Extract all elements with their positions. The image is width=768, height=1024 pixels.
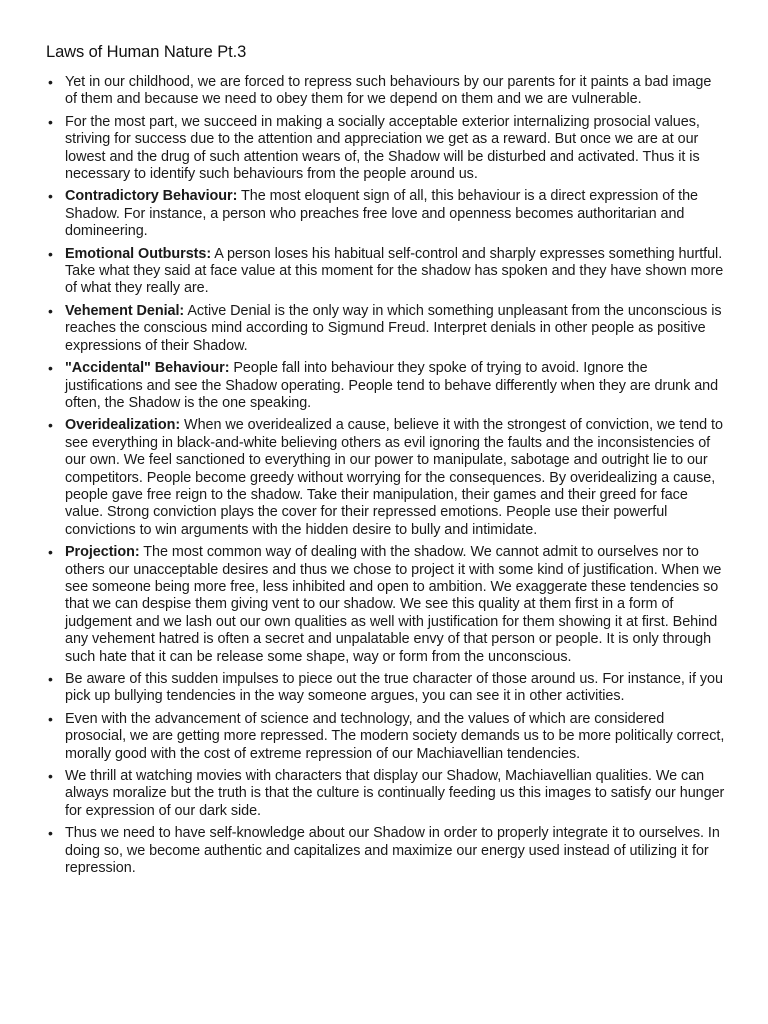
page-title: Laws of Human Nature Pt.3: [46, 43, 247, 61]
item-text: Active Denial is the only way in which something unpleasant from the unconscious is reaches the conscious mind according to Sigmund Freud. Interpret denials in other people as positive expressions of their Shadow.: [65, 302, 722, 354]
list-item: [46, 544, 726, 666]
bullet-icon: •: [48, 825, 53, 842]
item-heading: Vehement Denial:: [65, 302, 185, 319]
document-page: [46, 42, 726, 882]
list-item: [46, 711, 726, 763]
item-text: When we overidealized a cause, believe it with the strongest of conviction, we tend to see everything in black-and-white believing others as evil ignoring the faults and the inconsistencies of our own. We feel sanctioned to everything in our power to manipulate, sabotage and outright lie to our competitors. People become greedy without worrying for the consequences. By overidealizing a cause, people gave free reign to the shadow. Take their manipulation, their games and their greed for face value. Strong conviction plays the cover for their repressed emotions. People use their powerful convictions to win arguments with the hidden desire to bully and intimidate.: [65, 417, 723, 538]
list-item: [46, 768, 726, 820]
item-text: Thus we need to have self-knowledge about our Shadow in order to properly integrate it to ourselves. In doing so, we become authentic and capitalizes and maximize our energy used instead of utilizing it for repression.: [65, 825, 720, 877]
item-heading: Projection:: [65, 544, 140, 561]
item-text: Be aware of this sudden impulses to piece out the true character of those around us. For instance, if you pick up bullying tendencies in the way someone argues, you can see it in other activities.: [65, 671, 723, 705]
list-item: [46, 303, 726, 355]
item-heading: Emotional Outbursts:: [65, 245, 212, 262]
bullet-icon: •: [48, 544, 53, 561]
item-text: For the most part, we succeed in making a socially acceptable exterior internalizing prosocial values, striving for success due to the attention and appreciation we get as a reward. But once we are at our lowest and the drug of such attention wears of, the Shadow will be disturbed and activated. Thus it is necessary to identify such behaviours from the people around us.: [65, 113, 700, 183]
bullet-icon: •: [48, 710, 53, 727]
bullet-icon: •: [48, 245, 53, 262]
item-text: A person loses his habitual self-control and sharply expresses something hurtful. Take what they said at face value at this moment for the shadow has spoken and they have shown more of what they really are.: [65, 245, 724, 297]
list-item: [46, 360, 726, 412]
bullet-icon: •: [48, 74, 53, 90]
list-item: [46, 246, 726, 298]
list-item: [46, 114, 726, 184]
bullet-icon: •: [48, 113, 53, 130]
item-heading: Contradictory Behaviour:: [65, 188, 238, 205]
bullet-icon: •: [48, 188, 53, 205]
item-text: Yet in our childhood, we are forced to repress such behaviours by our parents for it paints a bad image of them and because we need to obey them for we depend on them and we are vulnerable.: [65, 74, 712, 108]
bullet-icon: •: [48, 360, 53, 377]
list-item: [46, 417, 726, 539]
list-item: [46, 188, 726, 240]
bullet-icon: •: [48, 417, 53, 434]
list-item: [46, 671, 726, 706]
list-item: [46, 74, 726, 109]
item-heading: Overidealization:: [65, 417, 181, 434]
item-text: We thrill at watching movies with characters that display our Shadow, Machiavellian qualities. We can always moralize but the truth is that the culture is continually feeding us this images to satisfy our hunger for expression of our dark side.: [65, 768, 725, 819]
item-text: The most eloquent sign of all, this behaviour is a direct expression of the Shadow. For instance, a person who preaches free love and openness becomes authoritarian and domineering.: [65, 188, 699, 240]
item-heading: "Accidental" Behaviour:: [65, 360, 230, 377]
bullet-icon: •: [48, 302, 53, 319]
item-text: People fall into behaviour they spoke of trying to avoid. Ignore the justifications and see the Shadow operating. People tend to behave differently when they are drunk and often, the Shadow is the one speaking.: [65, 360, 719, 411]
item-text: The most common way of dealing with the shadow. We cannot admit to ourselves nor to others our unacceptable desires and thus we chose to project it with some kind of justification. When we see someone being more free, less inhibited and open to ambition. We exaggerate these tendencies so that we can despise them giving vent to our shadow. We see this quality at them first in a form of judgement and we lash out our own qualities as well with justification for them showing it at first. Behind any vehement hatred is often a secret and unpalatable envy of that person or people. It is only through such hate that it can be release some shape, way or form from the unconscious.: [65, 544, 722, 665]
item-text: Even with the advancement of science and technology, and the values of which are considered prosocial, we are getting more repressed. The modern society demands us to be more politically correct, morally good with the cost of extreme repression of our Machiavellian tendencies.: [65, 710, 725, 762]
bullet-icon: •: [48, 768, 53, 785]
bullet-icon: •: [48, 671, 53, 687]
bullet-list: [46, 74, 726, 877]
list-item: [46, 825, 726, 877]
